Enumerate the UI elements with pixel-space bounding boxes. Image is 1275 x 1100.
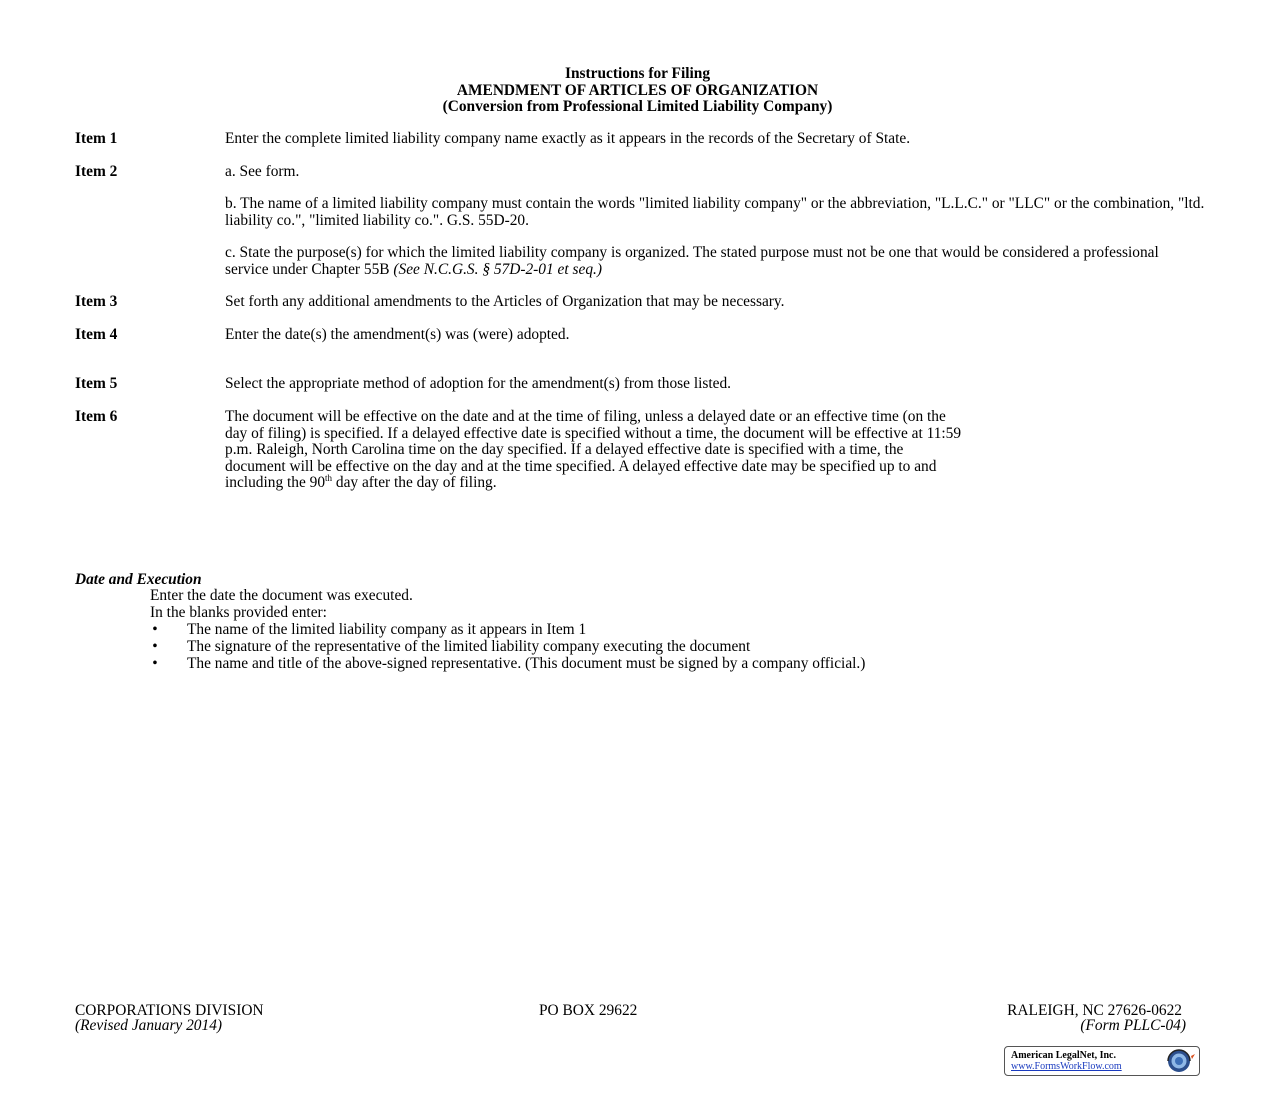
item5-label: Item 5: [75, 375, 118, 392]
item6-line2: day of filing) is specified. If a delayed effective date is specified without a time, the document will be effective at 11:59: [225, 424, 962, 442]
item6-line3: p.m. Raleigh, North Carolina time on the day specified. If a delayed effective date is specified with a time, the: [225, 441, 904, 458]
item3-text: Set forth any additional amendments to the Articles of Organization that may be necessary.: [225, 293, 785, 310]
footer-division: CORPORATIONS DIVISION: [75, 1002, 264, 1019]
footer-form-number: (Form PLLC-04): [1080, 1017, 1186, 1034]
item2-b-text: b. The name of a limited liability company must contain the words "limited liability company" or the abbreviation, "L.L.C." or "LLC" or the combination, "ltd. liability co.", "limited liability co.". G.S. 55D-20.: [225, 195, 1205, 229]
footer-po-box: PO BOX 29622: [539, 1002, 638, 1019]
date-execution-heading: Date and Execution: [75, 571, 202, 588]
doc-title-line2: AMENDMENT OF ARTICLES OF ORGANIZATION: [456, 82, 819, 99]
item2-c-main: c. State the purpose(s) for which the limited liability company is organized. The stated purpose must not be one that would be considered a professional service under Chapter 55B: [225, 244, 1159, 278]
item6-line5-a: including the 90: [225, 474, 326, 491]
american-legalnet-logo: [1004, 1046, 1200, 1076]
date-execution-line2: In the blanks provided enter:: [150, 604, 327, 621]
item2-label: Item 2: [75, 163, 118, 180]
item1-text: Enter the complete limited liability company name exactly as it appears in the records of the Secretary of State.: [225, 130, 911, 147]
bullet-icon: •: [152, 655, 158, 672]
item2-c-citation: (See N.C.G.S. § 57D-2-01 et seq.): [393, 260, 602, 278]
item2-a-text: a. See form.: [225, 163, 300, 180]
bullet-icon: •: [152, 621, 158, 638]
doc-title-line1: Instructions for Filing: [564, 65, 711, 82]
bullet-icon: •: [152, 638, 158, 655]
doc-title-line3: (Conversion from Professional Limited Liability Company): [442, 98, 833, 115]
item6-ordinal-suffix: th: [325, 473, 333, 483]
item4-text: Enter the date(s) the amendment(s) was (were) adopted.: [225, 326, 570, 343]
item4-label: Item 4: [75, 326, 118, 343]
logo-company-name: American LegalNet, Inc.: [1011, 1050, 1116, 1061]
item6-line5-b: day after the day of filing.: [332, 474, 497, 491]
date-execution-line1: Enter the date the document was executed.: [150, 587, 413, 604]
footer-address: RALEIGH, NC 27626-0622: [1007, 1002, 1182, 1019]
item6-line4: document will be effective on the day and at the time specified. A delayed effective date may be specified up to and: [225, 457, 937, 475]
item3-label: Item 3: [75, 293, 118, 310]
item2-c-text: [225, 245, 1205, 278]
logo-url-link[interactable]: www.FormsWorkFlow.com: [1011, 1061, 1122, 1072]
globe-icon: [1161, 1048, 1197, 1074]
bullet-item-1: The name of the limited liability company as it appears in Item 1: [187, 621, 587, 638]
item1-label: Item 1: [75, 130, 118, 147]
item5-text: Select the appropriate method of adoption for the amendment(s) from those listed.: [225, 375, 732, 392]
bullet-item-2: The signature of the representative of the limited liability company executing the document: [187, 638, 751, 655]
item6-text: [225, 409, 1205, 492]
footer-revised: (Revised January 2014): [75, 1017, 223, 1034]
item6-label: Item 6: [75, 408, 118, 425]
item6-line5: [225, 475, 1205, 492]
bullet-item-3: The name and title of the above-signed representative. (This document must be signed by a company official.): [187, 655, 866, 672]
item6-line1: The document will be effective on the date and at the time of filing, unless a delayed date or an effective time (on the: [225, 408, 946, 425]
